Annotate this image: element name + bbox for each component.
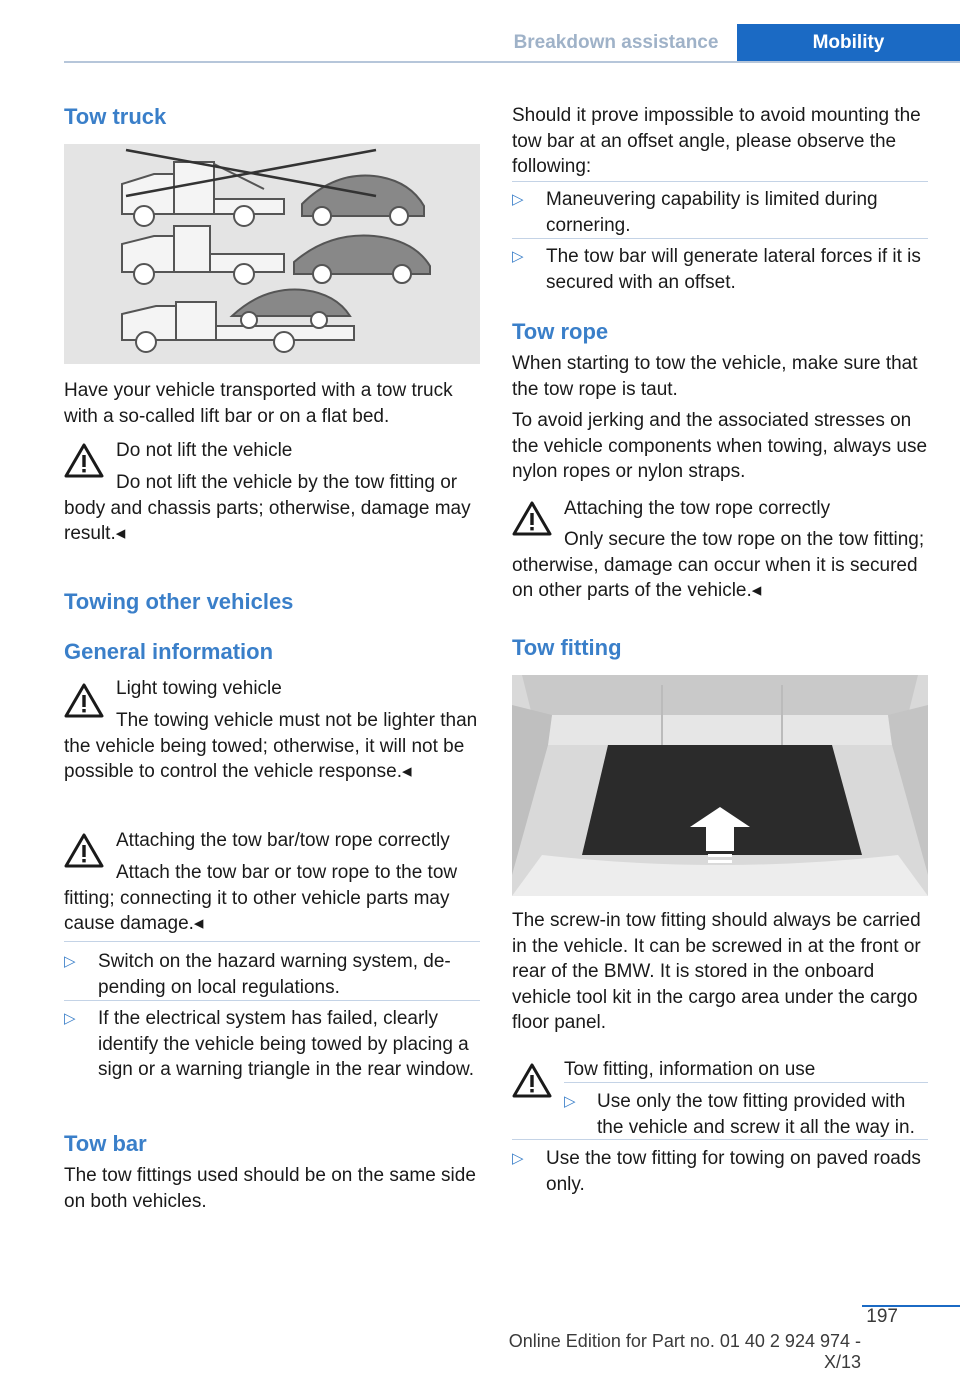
warning-text: Only secure the tow rope on the tow fitting; otherwise, damage can occur when it is secured on other parts of the vehicle.◂ — [512, 529, 925, 601]
triangle-bullet-icon: ▷ — [64, 953, 76, 970]
warning-title: Do not lift the vehicle — [116, 440, 293, 461]
divider — [564, 1082, 928, 1083]
divider — [512, 181, 928, 182]
heading-tow-fitting: Tow fitting — [512, 635, 622, 660]
tow-truck-illustration — [64, 144, 480, 364]
warning-title: Tow fitting, information on use — [564, 1059, 816, 1080]
warning-text: Do not lift the vehicle by the tow fitting or body and chassis parts; otherwise, damage may result.◂ — [64, 472, 471, 544]
triangle-bullet-icon: ▷ — [512, 1150, 524, 1167]
triangle-bullet-icon: ▷ — [64, 1010, 76, 1027]
warning-title: Attaching the tow bar/tow rope correctly — [116, 830, 450, 851]
list-item: ▷ Use only the tow fitting provided with the vehicle and screw it all the way in. — [564, 1091, 915, 1138]
warning-title: Attaching the tow rope correctly — [564, 498, 831, 519]
list-item: ▷ Switch on the hazard warning system, depending on local regulations. — [64, 951, 451, 998]
divider — [64, 941, 480, 942]
triangle-bullet-icon: ▷ — [564, 1093, 576, 1110]
list-item: ▷ If the electrical system has failed, clearly identify the vehicle being towed by placing a sign or a warning triangle in the rear window. — [64, 1008, 474, 1080]
subheading-general-info: General information — [64, 639, 274, 664]
tow-bar-text: The tow fittings used should be on the same side on both vehicles. — [64, 1165, 476, 1212]
tow-fitting-text: The screw-in tow fitting should always be carried in the vehicle. It can be screwed in at the front or rear of the BMW. It is stored in the onboard vehicle tool kit in the cargo area under the cargo floor panel. — [512, 910, 921, 1033]
triangle-bullet-icon: ▷ — [512, 248, 524, 265]
heading-tow-rope: Tow rope — [512, 319, 609, 344]
heading-tow-bar: Tow bar — [64, 1131, 147, 1156]
list-item: ▷ Use the tow fitting for towing on paved roads only. — [512, 1148, 921, 1195]
warning-icon — [512, 1062, 552, 1098]
offset-intro: Should it prove impossible to avoid mounting the tow bar at an offset angle, please observe the following: — [512, 105, 921, 177]
warning-text: The towing vehicle must not be lighter than the vehicle being towed; otherwise, it will not be possible to control the vehicle response.◂ — [64, 710, 478, 782]
tow-truck-text: Have your vehicle transported with a tow truck with a so-called lift bar or on a flat bed. — [64, 380, 453, 427]
divider — [512, 1139, 928, 1140]
header-rule — [64, 61, 960, 63]
warning-title: Light towing vehicle — [116, 678, 282, 699]
list-item: ▷ Maneuvering capability is limited during cornering. — [512, 189, 878, 236]
divider — [64, 1000, 480, 1001]
list-item: ▷ The tow bar will generate lateral forces if it is secured with an offset. — [512, 246, 921, 293]
edition-footer: Online Edition for Part no. 01 40 2 924 974 - X/13 — [508, 1331, 861, 1372]
heading-tow-truck: Tow truck — [64, 104, 167, 129]
tow-rope-text: When starting to tow the vehicle, make sure that the tow rope is taut. — [512, 353, 918, 400]
heading-towing-other: Towing other vehicles — [64, 589, 294, 614]
cargo-area-photo — [512, 675, 928, 896]
tow-rope-text: To avoid jerking and the associated stresses on the vehicle components when towing, always use nylon ropes or nylon straps. — [512, 410, 928, 482]
triangle-bullet-icon: ▷ — [512, 191, 524, 208]
section-title: Breakdown assistance — [495, 24, 737, 62]
chapter-tab: Mobility — [737, 24, 960, 62]
warning-text: Attach the tow bar or tow rope to the tow fitting; connecting it to other vehicle parts may cause damage.◂ — [64, 862, 458, 934]
divider — [512, 238, 928, 239]
page-number: 197 — [866, 1306, 898, 1327]
